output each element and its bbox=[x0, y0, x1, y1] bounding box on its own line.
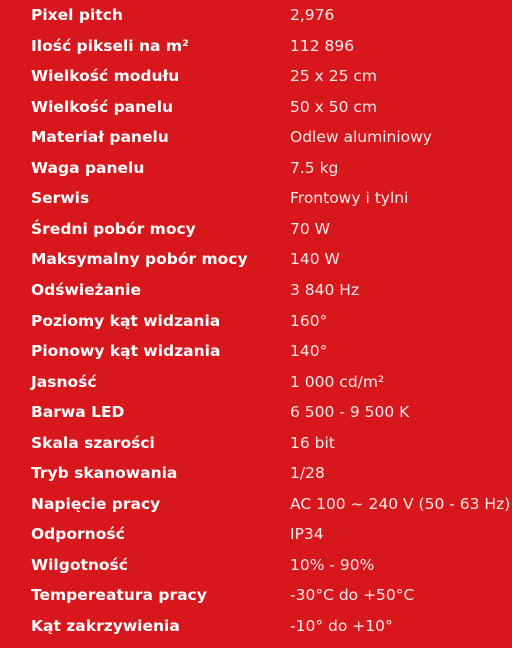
spec-row bbox=[0, 458, 512, 488]
spec-label: Wielkość modułu bbox=[31, 67, 180, 86]
spec-label: Napięcie pracy bbox=[31, 494, 161, 513]
spec-row bbox=[0, 92, 512, 122]
spec-label: Kąt zakrzywienia bbox=[31, 617, 180, 635]
spec-label: Jasność bbox=[31, 372, 97, 391]
spec-value: 160° bbox=[290, 311, 328, 330]
spec-value: 7.5 kg bbox=[290, 158, 339, 177]
spec-value: 140 W bbox=[290, 250, 340, 269]
spec-value: 112 896 bbox=[290, 36, 355, 55]
spec-value: IP34 bbox=[290, 525, 324, 544]
spec-value: 50 x 50 cm bbox=[290, 97, 378, 116]
spec-label: Poziomy kąt widzania bbox=[31, 311, 221, 330]
spec-row bbox=[0, 550, 512, 580]
spec-value: Frontowy i tylni bbox=[290, 189, 409, 208]
spec-value: 70 W bbox=[290, 219, 330, 238]
spec-value: Odlew aluminiowy bbox=[290, 128, 432, 147]
spec-label: Pixel pitch bbox=[31, 6, 123, 24]
spec-label: Ilość pikseli na m² bbox=[31, 36, 189, 55]
spec-label: Tempereatura pracy bbox=[31, 586, 207, 605]
spec-label: Skala szarości bbox=[31, 433, 155, 452]
spec-value: 1 000 cd/m² bbox=[290, 372, 385, 391]
spec-row bbox=[0, 31, 512, 61]
spec-value: AC 100 ~ 240 V (50 - 63 Hz) bbox=[290, 494, 511, 513]
spec-value: 1/28 bbox=[290, 464, 325, 483]
spec-label: Barwa LED bbox=[31, 403, 125, 422]
spec-label: Serwis bbox=[31, 189, 90, 208]
spec-label: Odporność bbox=[31, 525, 125, 544]
spec-row bbox=[0, 122, 512, 152]
spec-value: 16 bit bbox=[290, 433, 335, 452]
spec-row bbox=[0, 0, 512, 30]
spec-value: 10% - 90% bbox=[290, 555, 375, 574]
spec-label: Wielkość panelu bbox=[31, 97, 174, 116]
spec-value: -10° do +10° bbox=[290, 617, 393, 635]
spec-label: Średni pobór mocy bbox=[31, 219, 196, 238]
spec-row bbox=[0, 367, 512, 397]
spec-row bbox=[0, 214, 512, 244]
spec-label: Materiał panelu bbox=[31, 128, 169, 147]
spec-row bbox=[0, 244, 512, 274]
spec-row bbox=[0, 397, 512, 427]
spec-value: 3 840 Hz bbox=[290, 280, 360, 299]
spec-row bbox=[0, 428, 512, 458]
spec-value: 25 x 25 cm bbox=[290, 67, 378, 86]
spec-row bbox=[0, 580, 512, 610]
spec-label: Maksymalny pobór mocy bbox=[31, 250, 248, 269]
spec-row bbox=[0, 153, 512, 183]
spec-value: -30°C do +50°C bbox=[290, 586, 415, 605]
spec-label: Pionowy kąt widzania bbox=[31, 342, 221, 361]
spec-row bbox=[0, 61, 512, 91]
spec-value: 6 500 - 9 500 K bbox=[290, 403, 410, 422]
spec-label: Wilgotność bbox=[31, 555, 128, 574]
spec-row bbox=[0, 306, 512, 336]
spec-row bbox=[0, 336, 512, 366]
spec-label: Waga panelu bbox=[31, 158, 145, 177]
spec-row bbox=[0, 611, 512, 641]
spec-row bbox=[0, 275, 512, 305]
spec-label: Odświeżanie bbox=[31, 280, 141, 299]
spec-row bbox=[0, 183, 512, 213]
spec-value: 2,976 bbox=[290, 6, 335, 24]
spec-row bbox=[0, 519, 512, 549]
spec-row bbox=[0, 489, 512, 519]
spec-value: 140° bbox=[290, 342, 328, 361]
spec-label: Tryb skanowania bbox=[31, 464, 178, 483]
